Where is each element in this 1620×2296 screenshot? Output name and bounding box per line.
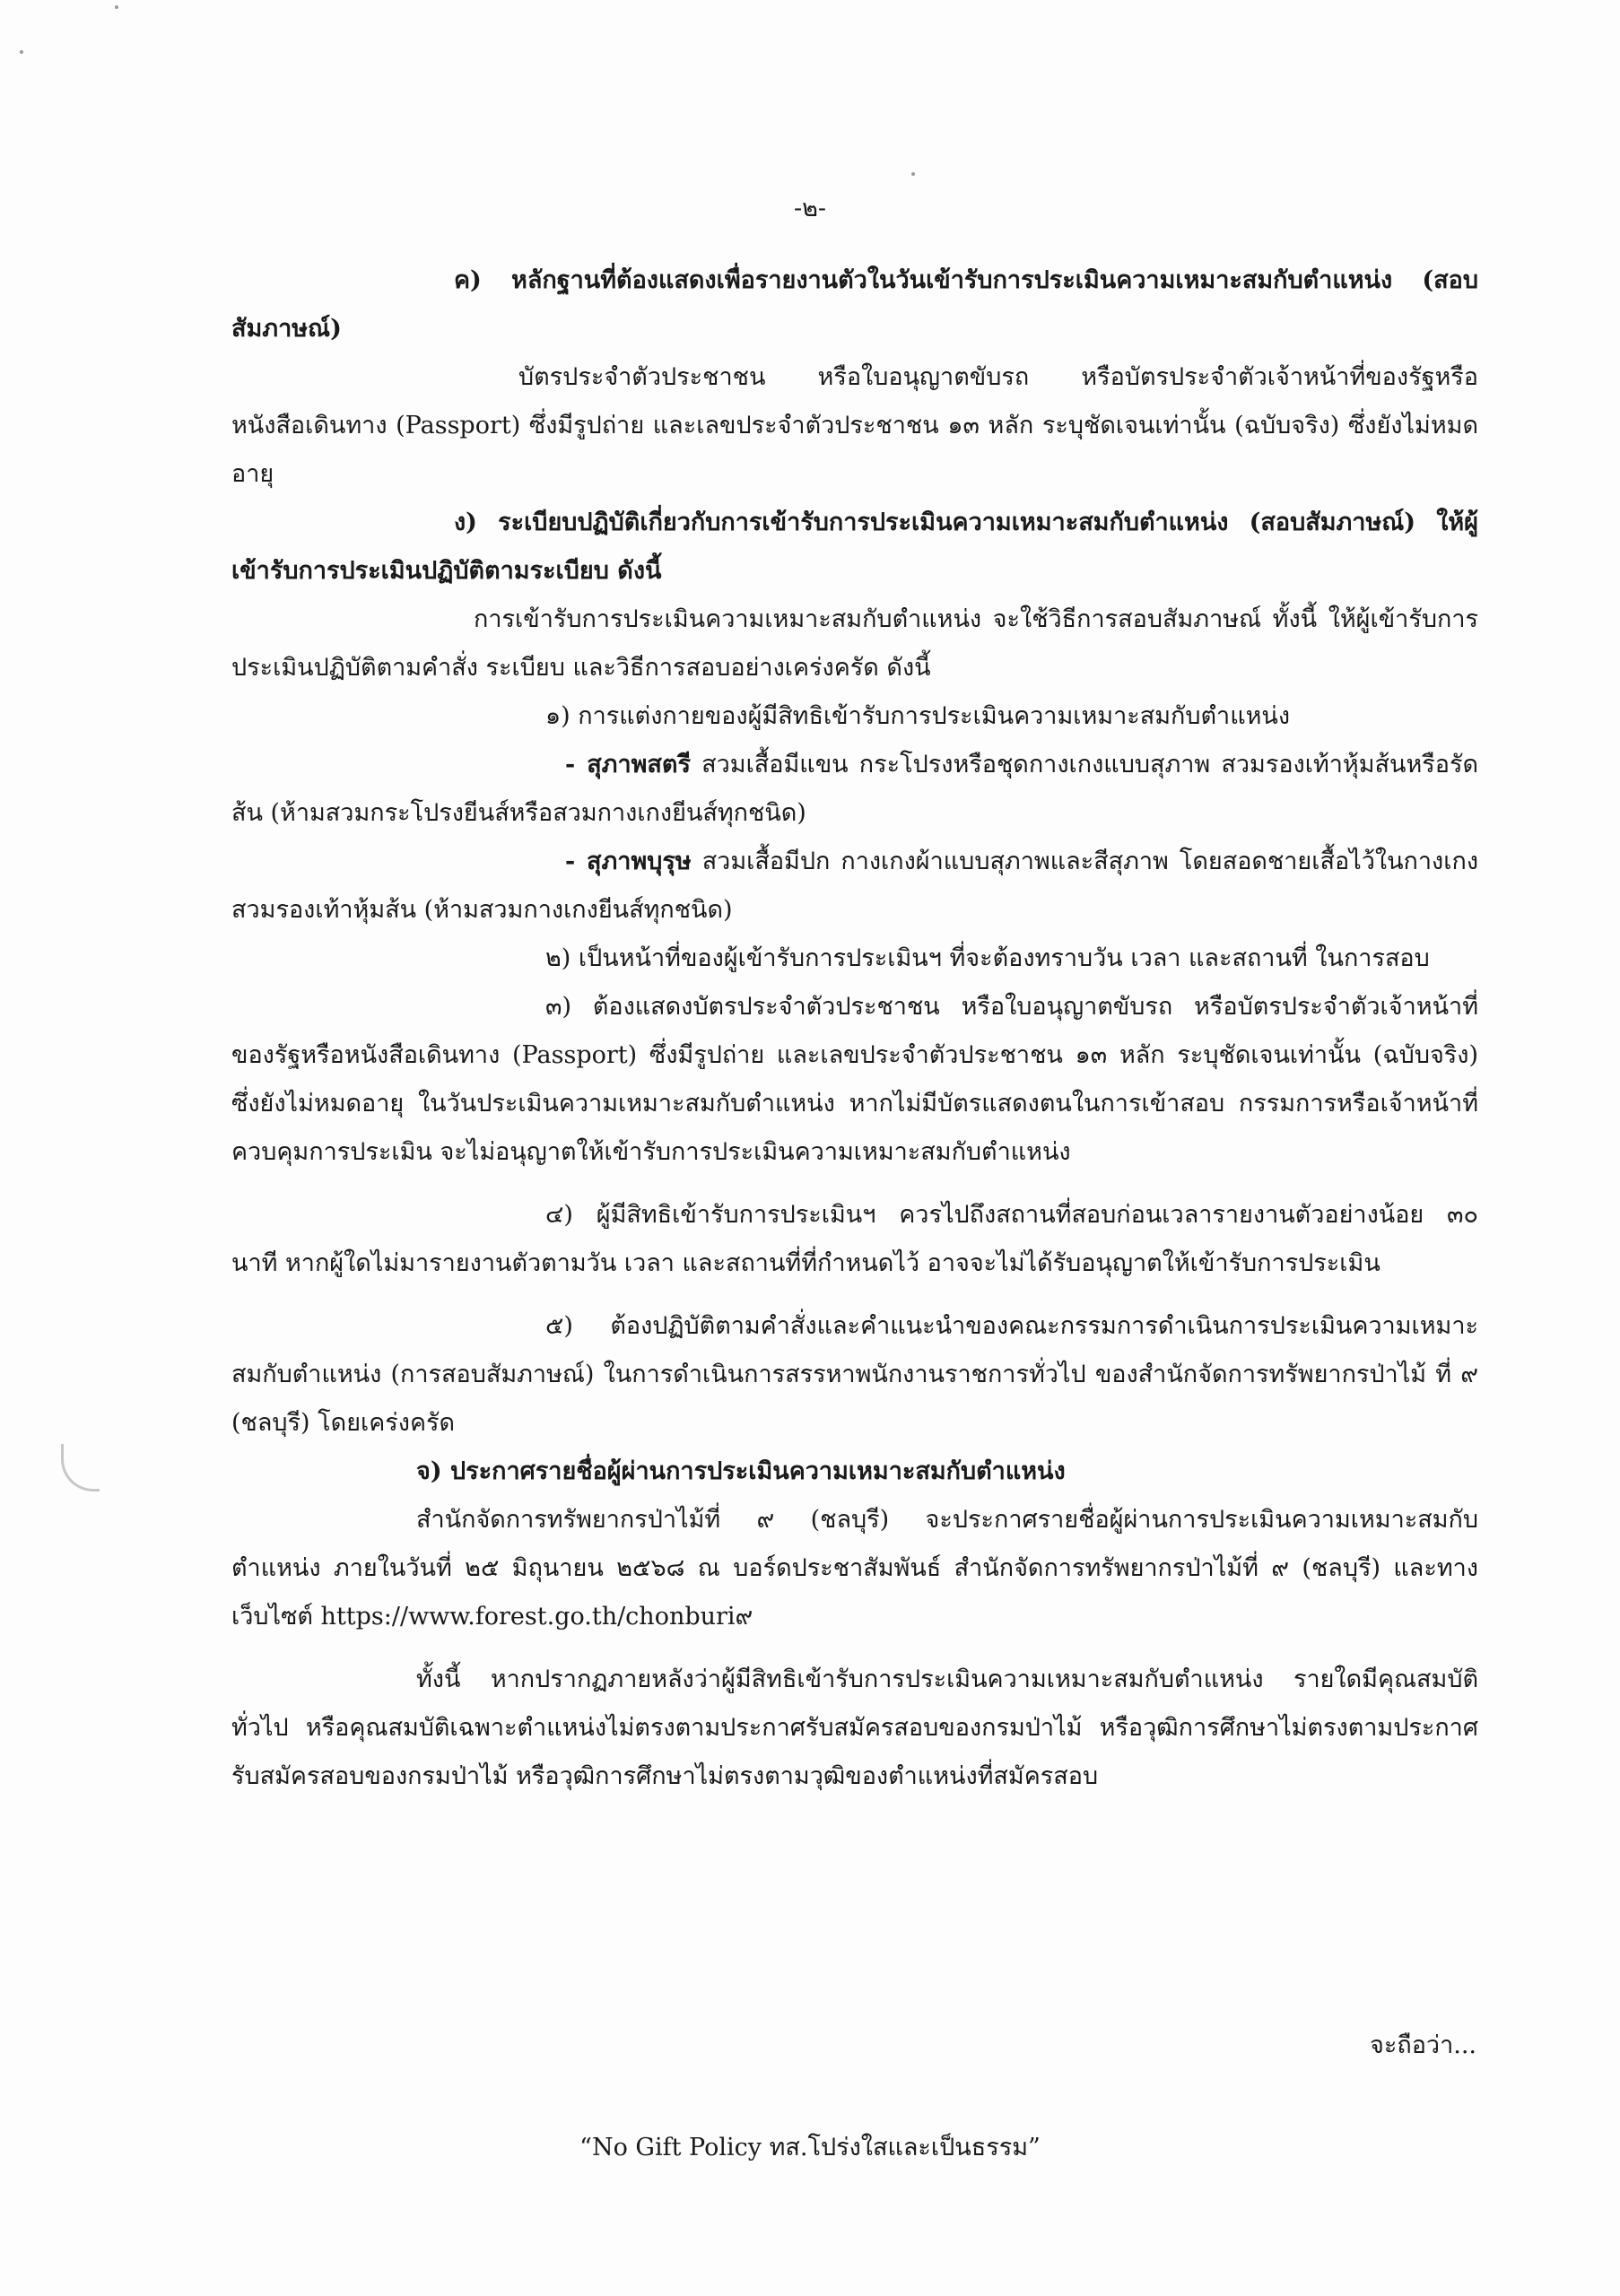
section-d-heading: ง) ระเบียบปฏิบัติเกี่ยวกับการเข้ารับการประเมินความเหมาะสมกับตำแหน่ง (สอบสัมภาษณ์) ให้ผู้เข้ารับการประเมินปฏิบัติตามระเบียบ ดังนี้: [231, 509, 1478, 585]
scan-speck: [115, 5, 118, 9]
section-c-body: บัตรประจำตัวประชาชน หรือใบอนุญาตขับรถ หรือบัตรประจำตัวเจ้าหน้าที่ของรัฐหรือหนังสือเดินทาง (Passport) ซึ่งมีรูปถ่าย และเลขประจำตัวประชาชน ๑๓ หลัก ระบุชัดเจนเท่านั้น (ฉบับจริง) ซึ่งยังไม่หมดอายุ: [231, 363, 1478, 488]
item-1-women-text: สวมเสื้อมีแขน กระโปรงหรือชุดกางเกงแบบสุภาพ สวมรองเท้าหุ้มส้นหรือรัดส้น (ห้ามสวมกระโปรงยีนส์หรือสวมกางเกงยีนส์ทุกชนิด): [231, 751, 1478, 827]
item-4: ๔) ผู้มีสิทธิเข้ารับการประเมินฯ ควรไปถึงสถานที่สอบก่อนเวลารายงานตัวอย่างน้อย ๓๐ นาที หากผู้ใดไม่มารายงานตัวตามวัน เวลา และสถานที่ที่กำหนดไว้ อาจจะไม่ได้รับอนุญาตให้เข้ารับการประเมิน: [231, 1201, 1478, 1277]
item-1-men-text: สวมเสื้อมีปก กางเกงผ้าแบบสุภาพและสีสุภาพ โดยสอดชายเสื้อไว้ในกางเกง สวมรองเท้าหุ้มส้น (ห้ามสวมกางเกงยีนส์ทุกชนิด): [231, 848, 1479, 924]
item-1: ๑) การแต่งกายของผู้มีสิทธิเข้ารับการประเมินความเหมาะสมกับตำแหน่ง: [545, 702, 1291, 730]
item-1-women-label: - สุภาพสตรี: [565, 751, 691, 778]
item-1-women: [231, 741, 1478, 838]
page-number: -๒-: [793, 195, 827, 222]
section-e-body: สำนักจัดการทรัพยากรป่าไม้ที่ ๙ (ชลบุรี) จะประกาศรายชื่อผู้ผ่านการประเมินความเหมาะสมกับตำแหน่ง ภายในวันที่ ๒๕ มิถุนายน ๒๕๖๘ ณ บอร์ดประชาสัมพันธ์ สำนักจัดการทรัพยากรป่าไม้ที่ ๙ (ชลบุรี) และทางเว็บไซต์ https://www.forest.go.th/chonburi๙: [231, 1506, 1478, 1631]
item-1-men: [231, 838, 1478, 935]
item-3: ๓) ต้องแสดงบัตรประจำตัวประชาชน หรือใบอนุญาตขับรถ หรือบัตรประจำตัวเจ้าหน้าที่ของรัฐหรือหนังสือเดินทาง (Passport) ซึ่งมีรูปถ่าย และเลขประจำตัวประชาชน ๑๓ หลัก ระบุชัดเจนเท่านั้น (ฉบับจริง) ซึ่งยังไม่หมดอายุ ในวันประเมินความเหมาะสมกับตำแหน่ง หากไม่มีบัตรแสดงตนในการเข้าสอบ กรรมการหรือเจ้าหน้าที่ควบคุมการประเมิน จะไม่อนุญาตให้เข้ารับการประเมินความเหมาะสมกับตำแหน่ง: [231, 993, 1478, 1166]
item-2: ๒) เป็นหน้าที่ของผู้เข้ารับการประเมินฯ ที่จะต้องทราบวัน เวลา และสถานที่ ในการสอบ: [545, 944, 1430, 972]
continued-marker: จะถือว่า...: [1370, 2031, 1476, 2059]
section-e-heading: จ) ประกาศรายชื่อผู้ผ่านการประเมินความเหมาะสมกับตำแหน่ง: [416, 1457, 1066, 1485]
document-body: [231, 257, 1478, 1801]
section-c-heading: ค) หลักฐานที่ต้องแสดงเพื่อรายงานตัวในวันเข้ารับการประเมินความเหมาะสมกับตำแหน่ง (สอบสัมภาษณ์): [231, 266, 1478, 343]
footer-slogan: “No Gift Policy ทส.โปร่งใสและเป็นธรรม”: [579, 2134, 1041, 2161]
hole-punch-mark: [61, 1444, 100, 1492]
scan-speck: [911, 172, 915, 176]
scan-speck: [20, 50, 23, 54]
item-1-men-label: - สุภาพบุรุษ: [565, 848, 692, 875]
closing-paragraph: ทั้งนี้ หากปรากฏภายหลังว่าผู้มีสิทธิเข้ารับการประเมินความเหมาะสมกับตำแหน่ง รายใดมีคุณสมบัติทั่วไป หรือคุณสมบัติเฉพาะตำแหน่งไม่ตรงตามประกาศรับสมัครสอบของกรมป่าไม้ หรือวุฒิการศึกษาไม่ตรงตามประกาศรับสมัครสอบของกรมป่าไม้ หรือวุฒิการศึกษาไม่ตรงตามวุฒิของตำแหน่งที่สมัครสอบ: [231, 1665, 1478, 1790]
section-d-intro: การเข้ารับการประเมินความเหมาะสมกับตำแหน่ง จะใช้วิธีการสอบสัมภาษณ์ ทั้งนี้ ให้ผู้เข้ารับการประเมินปฏิบัติตามคำสั่ง ระเบียบ และวิธีการสอบอย่างเคร่งครัด ดังนี้: [231, 605, 1478, 682]
item-5: ๕) ต้องปฏิบัติตามคำสั่งและคำแนะนำของคณะกรรมการดำเนินการประเมินความเหมาะสมกับตำแหน่ง (การสอบสัมภาษณ์) ในการดำเนินการสรรหาพนักงานราชการทั่วไป ของสำนักจัดการทรัพยากรป่าไม้ ที่ ๙ (ชลบุรี) โดยเคร่งครัด: [231, 1312, 1478, 1437]
